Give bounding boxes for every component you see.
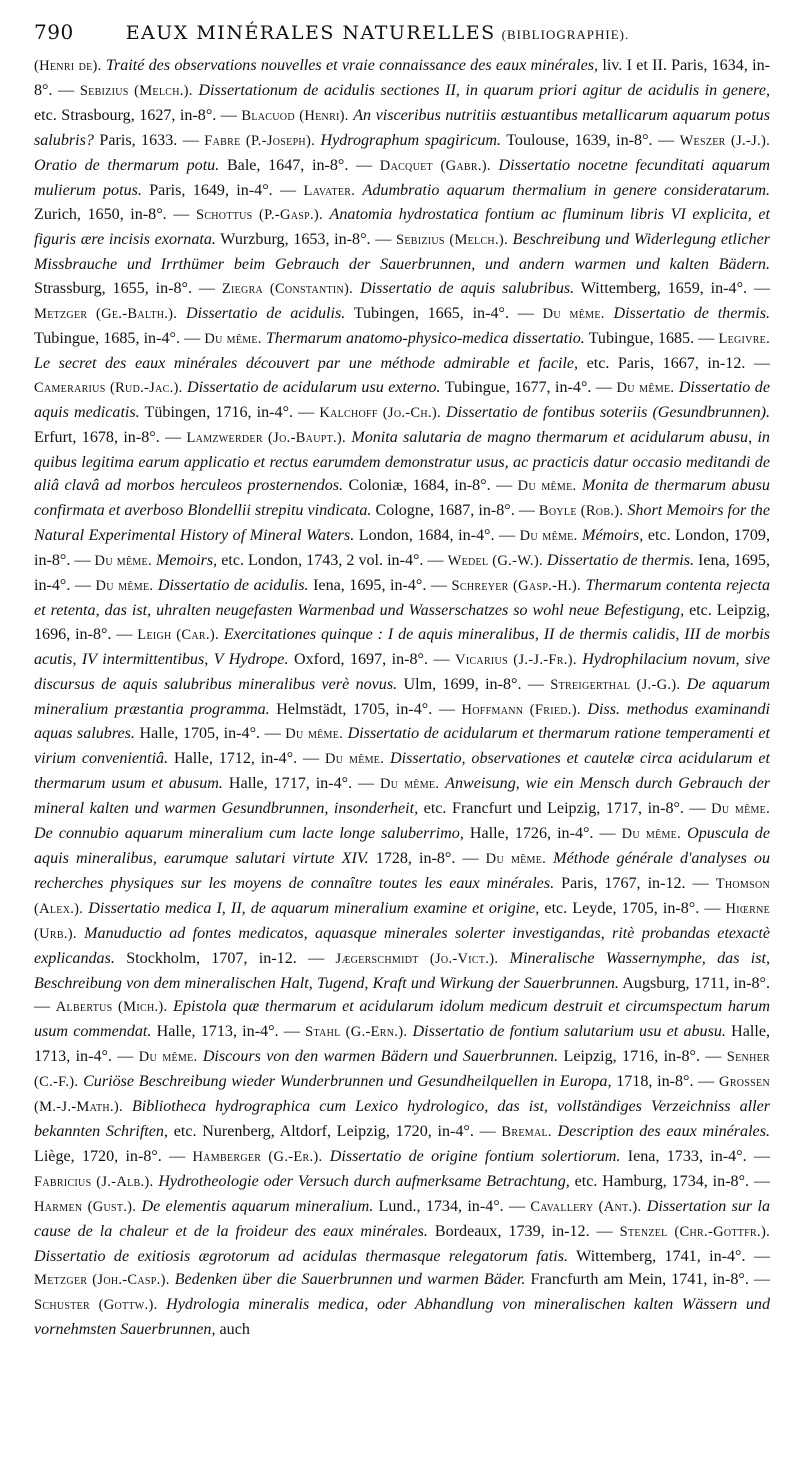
- entry-imprint: Ulm, 1699, in-8°. —: [403, 675, 544, 693]
- entry-author: Boyle (Rob.).: [538, 503, 624, 520]
- entry-author: Stahl (G.-Ern.).: [305, 1024, 408, 1041]
- entry-imprint: etc. Hamburg, 1734, in-8°. —: [574, 1172, 771, 1190]
- entry-author: Schuster (Gottw.).: [34, 1297, 158, 1314]
- entry-author: Leigh (Car.).: [137, 626, 219, 643]
- entry-author: Du même.: [616, 379, 675, 396]
- entry-title: An visceribus nutritiis æstuantibus metallicarum aquarum potus salubris?: [34, 106, 770, 149]
- entry-imprint: Halle, 1712, in-4°. —: [173, 750, 320, 768]
- entry-title: Bibliotheca hydrographica cum Lexico hydrologico, das ist, vollständiges Verzeichniss aller bekannten Schriften,: [34, 1098, 770, 1140]
- entry-imprint: Tubingue, 1685. —: [588, 329, 715, 347]
- entry-imprint: London, 1684, in-4°. —: [358, 527, 516, 545]
- entry-title: Anatomia hydrostatica fontium ac fluminum libris VI explicita, et figuris ære incisis exornata.: [34, 206, 771, 249]
- entry-title: Hydrophilacium novum, sive discursus de aquis salubribus mineralibus verè novus.: [34, 650, 771, 693]
- bibliography-entry: [222, 280, 770, 297]
- entry-title: Dissertatio de acidularum et thermarum ratione temperamenti et virium convenientiâ.: [34, 725, 771, 768]
- entry-title: Mémoirs,: [582, 527, 644, 545]
- entry-author: Grossen (M.-J.-Math.).: [34, 1074, 770, 1116]
- entry-author: Metzger (Ge.-Balth.).: [34, 306, 178, 323]
- entry-author: Schottus (P.-Gasp.).: [195, 207, 323, 224]
- entry-title: Adumbratio aquarum thermalium in genere consideratarum.: [362, 181, 770, 199]
- bibliography-entry: [34, 1173, 770, 1190]
- entry-author: Senher (C.-F.).: [34, 1049, 770, 1091]
- entry-title: Thermarum contenta rejecta et retenta, das ist, uhralten neugefasten Warmenbad und Wasserschatzes so wohl neue Befestigung,: [34, 577, 771, 619]
- entry-author: Schreyer (Gasp.-H.).: [451, 578, 581, 595]
- entry-imprint: 1728, in-8°. —: [375, 850, 479, 867]
- entry-author: Hamberger (G.-Er.).: [192, 1148, 323, 1165]
- bibliography-entry: [34, 305, 534, 322]
- entry-title: Dissertatio de thermis.: [546, 552, 694, 570]
- entry-imprint: 1718, in-8°. —: [616, 1073, 715, 1091]
- entry-title: Manuductio ad fontes medicatos, aquasque minerales solerter investigandas, ritè probandas etexactè explicandas.: [34, 924, 770, 967]
- entry-imprint: Augsburg, 1711, in-8°. —: [34, 974, 770, 1016]
- entry-imprint: Halle, 1717, in-4°. —: [228, 775, 375, 793]
- entry-author: Du même.: [94, 553, 152, 570]
- running-title: EAUX MINÉRALES NATURELLES: [125, 22, 496, 44]
- entry-title: Mineralische Wassernymphe, das ist, Beschreibung von dem mineralischen Halt, Tugend, Kraft und Wirkung der Sauerbrunnen.: [34, 949, 770, 992]
- entry-author: Du même.: [485, 851, 547, 867]
- entry-author: Lamzwerder (Jo.-Baupt.).: [186, 429, 346, 446]
- entry-imprint: etc. London, 1743, 2 vol. in-4°. —: [221, 552, 444, 570]
- entry-title: Discours von den warmen Bädern und Sauerbrunnen.: [202, 1048, 559, 1066]
- entry-title: Dissertatio medica I, II, de aquarum mineralium examine et origine,: [88, 899, 540, 917]
- entry-author: Kalchoff (Jo.-Ch.).: [319, 404, 441, 421]
- entry-title: De elementis aquarum mineralium.: [141, 1197, 374, 1215]
- entry-author: Metzger (Joh.-Casp.).: [34, 1272, 170, 1289]
- entry-imprint: etc. Paris, 1667, in-12. —: [586, 354, 771, 372]
- entry-author: Jægerschmidt (Jo.-Vict.).: [335, 950, 499, 967]
- entry-imprint: Stockholm, 1707, in-12. —: [126, 949, 325, 967]
- entry-author: Du même.: [138, 1049, 198, 1066]
- bibliography-entry: [139, 1048, 722, 1065]
- entry-title: Dissertatio de acidulis.: [157, 577, 309, 595]
- entry-imprint: Wurzburg, 1653, in-8°. —: [220, 231, 392, 249]
- bibliography-entry: [204, 330, 714, 347]
- entry-imprint: Liège, 1720, in-8°. —: [34, 1147, 186, 1165]
- entry-title: Diss. methodus examinandi aquas salubres.: [34, 700, 770, 743]
- entry-imprint: Toulouse, 1639, in-8°. —: [506, 131, 675, 149]
- entry-imprint: etc. Francfurt und Leipzig, 1717, in-8°. —: [423, 800, 706, 818]
- entry-imprint: Halle, 1713, in-4°. —: [156, 1023, 300, 1041]
- entry-author: Sebizius (Melch.).: [79, 82, 193, 99]
- entry-title: Oratio de thermarum potu.: [34, 156, 220, 174]
- entry-title: Dissertatio de aquis salubribus.: [359, 280, 575, 298]
- entry-author: Du même.: [380, 776, 440, 793]
- bibliography-paragraph: [34, 54, 770, 1342]
- entry-imprint: Tubingue, 1677, in-4°. —: [444, 378, 613, 396]
- entry-author: Hiœrne (Urb.).: [34, 900, 770, 942]
- entry-author: Camerarius (Rud.-Jac.).: [34, 379, 183, 396]
- entry-imprint: liv. I et II. Paris, 1634, in-8°. —: [34, 57, 770, 99]
- entry-imprint: Tubingue, 1685, in-4°. —: [34, 329, 201, 347]
- entry-imprint: Erfurt, 1678, in-8°. —: [34, 428, 182, 446]
- entry-title: Short Memoirs for the Natural Experimental History of Mineral Waters.: [34, 502, 770, 545]
- entry-author: (Henri de).: [34, 58, 102, 74]
- entry-imprint: Tubingen, 1665, in-4°. —: [353, 305, 534, 323]
- entry-imprint: Strassburg, 1655, in-8°. —: [34, 280, 215, 298]
- entry-title: Le secret des eaux minérales découvert par une méthode admirable et facile,: [34, 354, 579, 372]
- page-header: [34, 20, 770, 44]
- entry-author: Lavater.: [303, 182, 356, 199]
- entry-author: Harmen (Gust.).: [34, 1198, 137, 1215]
- entry-imprint: Bale, 1647, in-8°. —: [226, 156, 373, 174]
- entry-title: Beschreibung und Widerlegung etlicher Missbrauche und Irrthümer beim Gebrauch der Sauerbrunnen, und andern warmen und kalten Bädern.: [34, 231, 771, 274]
- entry-title: Monita de thermarum abusu confirmata et averboso Blondellii strepitu vindicata.: [34, 477, 770, 520]
- entry-author: Bremal.: [501, 1123, 552, 1140]
- entry-author: Du même.: [204, 330, 262, 347]
- entry-imprint: Cologne, 1687, in-8°. —: [375, 502, 535, 520]
- entry-title: Dissertatio, observationes et cautelæ circa acidularum et thermarum usum et abusum.: [34, 750, 771, 793]
- entry-imprint: Iena, 1733, in-4°. —: [627, 1147, 771, 1165]
- entry-title: Exercitationes quinque : I de aquis mineralibus, II de thermis calidis, III de morbis acutis, IV intermittentibus, V Hydrope.: [34, 625, 770, 668]
- entry-author: Du même.: [95, 578, 154, 595]
- entry-imprint: Francfurth am Mein, 1741, in-8°. —: [530, 1271, 770, 1289]
- entry-title: Dissertatio de acidularum usu externo.: [187, 378, 441, 396]
- entry-imprint: Coloniæ, 1684, in-8°. —: [348, 477, 513, 495]
- entry-title: Dissertatio de fontium salutarium usu et abusu.: [412, 1023, 726, 1041]
- entry-imprint: etc. Leipzig, 1696, in-8°. —: [34, 601, 770, 643]
- entry-author: Du même.: [519, 528, 578, 545]
- entry-imprint: Iena, 1695, in-4°. —: [34, 552, 770, 595]
- entry-author: Stenzel (Chr.-Gottfr.).: [619, 1223, 770, 1240]
- entry-title: Dissertatio de fontibus soteriis (Gesundbrunnen).: [446, 403, 770, 421]
- entry-author: Du même.: [542, 306, 605, 323]
- bibliography-entry: [193, 1148, 771, 1165]
- entry-author: Vicarius (J.-J.-Fr.).: [455, 651, 577, 668]
- entry-title: De aquarum mineralium præstantia programma.: [34, 675, 770, 718]
- entry-title: Dissertationum de acidulis sectiones II, in quarum priori agitur de acidulis in genere,: [198, 81, 771, 99]
- bibliography-entry: [34, 379, 612, 396]
- entry-author: Fabre (P.-Joseph).: [204, 132, 316, 149]
- entry-title: Epistola quæ thermarum et acidularum idolum medicum destruit et circumspectum harum usum commendat.: [34, 998, 770, 1041]
- entry-imprint: etc. Strasbourg, 1627, in-8°. —: [34, 106, 237, 124]
- entry-imprint: etc. London, 1709, in-8°. —: [34, 527, 770, 570]
- entry-title: Dissertatio de acidulis.: [186, 305, 346, 323]
- entry-author: Hoffmann (Fried.).: [461, 701, 581, 718]
- entry-author: Albertus (Mich.).: [55, 999, 168, 1016]
- bibliography-entry: [96, 577, 447, 594]
- entry-title: Traité des observations nouvelles et vraie connaissance des eaux minérales,: [105, 57, 599, 74]
- entry-imprint: Oxford, 1697, in-8°. —: [293, 650, 450, 668]
- entry-author: Streigerthal (J.-G.).: [550, 676, 681, 693]
- entry-title: Anweisung, wie ein Mensch durch Gebrauch der mineral kalten und warmen Gesundbrunnen, insonderheit,: [34, 775, 770, 818]
- entry-imprint: Helmstädt, 1705, in-4°. —: [276, 700, 455, 718]
- entry-author: Du même.: [621, 826, 682, 843]
- entry-title: Dissertatio nocetne fecunditati aquarum mulierum potus.: [34, 156, 771, 199]
- entry-title: Thermarum anatomo-physico-medica dissertatio.: [265, 329, 585, 347]
- entry-author: Dacquet (Gabr.).: [379, 157, 491, 174]
- entry-imprint: Halle, 1705, in-4°. —: [139, 725, 281, 743]
- entry-title: Hydrologia mineralis medica, oder Abhandlung von mineralischen kalten Wässern und vornehmsten Sauerbrunnen,: [34, 1296, 770, 1339]
- entry-author: Cavallery (Ant.).: [530, 1198, 642, 1215]
- entry-title: Méthode générale d'analyses ou recherches physiques sur les moyens de connaître toutes les eaux minérales.: [34, 850, 771, 892]
- entry-imprint: Lund., 1734, in-4°. —: [378, 1197, 526, 1215]
- entry-imprint: Paris, 1633. —: [99, 131, 199, 149]
- entry-author: Wedel (G.-W.).: [447, 553, 543, 570]
- entry-title: Description des eaux minérales.: [557, 1122, 770, 1140]
- entry-imprint: Leipzig, 1716, in-8°. —: [563, 1048, 722, 1066]
- bibliography-entry: [34, 1271, 770, 1288]
- entry-imprint: Wittemberg, 1741, in-4°. —: [576, 1247, 770, 1265]
- entry-imprint: etc. Nurenberg, Altdorf, Leipzig, 1720, in-4°. —: [173, 1122, 496, 1140]
- entry-title: De connubio aquarum mineralium cum lacte longe saluberrimo,: [34, 825, 464, 843]
- entry-author: Fabricius (J.-Alb.).: [34, 1173, 154, 1190]
- entry-imprint: Halle, 1713, in-4°. —: [34, 1023, 771, 1066]
- bibliography-entry: [34, 1296, 770, 1338]
- entry-author: Blacuod (Henri).: [241, 107, 349, 124]
- entry-title: Curiöse Beschreibung wieder Wunderbrunnen und Gesundheilquellen in Europa,: [83, 1073, 612, 1091]
- entry-imprint: Iena, 1695, in-4°. —: [313, 577, 447, 595]
- entry-imprint: Paris, 1649, in-4°. —: [149, 181, 297, 199]
- entry-author: Sebizius (Melch.).: [395, 232, 508, 249]
- entry-title: Dissertatio de aquis medicatis.: [34, 378, 771, 421]
- entry-title: Dissertatio de thermis.: [613, 305, 771, 323]
- page-number: 790: [34, 20, 74, 44]
- entry-title: Dissertatio de origine fontium solertiorum.: [329, 1147, 621, 1165]
- entry-author: Du même.: [517, 478, 577, 495]
- entry-author: Du même.: [711, 801, 771, 818]
- bibliography-entry: [204, 132, 674, 149]
- entry-title: Bedenken über die Sauerbrunnen und warmen Bäder.: [174, 1271, 526, 1289]
- entry-title: Memoirs,: [155, 552, 218, 570]
- bibliography-text: [34, 54, 770, 1342]
- entry-author: Du même.: [324, 751, 385, 768]
- entry-imprint: etc. Leyde, 1705, in-8°. —: [544, 899, 721, 917]
- entry-imprint: Wittemberg, 1659, in-4°. —: [580, 280, 770, 298]
- entry-title: Monita salutaria de magno thermarum et acidularum abusu, in quibus legitima earum applicatio et rectus earumdem demonstratur usus, ac practicis datur occasio meditandi de aliâ clavâ ad morbos herculeos prosternendos.: [34, 428, 770, 495]
- entry-imprint: auch: [219, 1321, 250, 1339]
- entry-imprint: Tübingen, 1716, in-4°. —: [144, 403, 315, 421]
- running-subtitle: (BIBLIOGRAPHIE).: [501, 27, 630, 42]
- bibliography-entry: [95, 552, 444, 569]
- entry-title: Hydrotheologie oder Versuch durch aufmerksame Betrachtung,: [158, 1172, 570, 1190]
- entry-title: Opuscula de aquis mineralibus, earumque salutari virtute XIV.: [34, 825, 770, 867]
- entry-title: Hydrographum spagiricum.: [320, 131, 502, 149]
- entry-title: Dissertatio de exitiosis ægrotorum ad acidulas thermasque relegatorum fatis.: [34, 1247, 569, 1265]
- entry-author: Thomson (Alex.).: [34, 875, 770, 917]
- entry-author: Ziegra (Constantin).: [221, 281, 354, 298]
- entry-imprint: Zurich, 1650, in-8°. —: [34, 206, 190, 224]
- entry-author: Weszer (J.-J.).: [679, 132, 771, 149]
- entry-imprint: Paris, 1767, in-12. —: [561, 874, 709, 892]
- bibliography-entry: [34, 1198, 525, 1215]
- entry-author: Du même.: [285, 726, 344, 743]
- entry-imprint: Bordeaux, 1739, in-12. —: [434, 1222, 613, 1240]
- entry-author: Legivre.: [718, 330, 771, 347]
- entry-imprint: Halle, 1726, in-4°. —: [469, 825, 616, 843]
- entry-title: Dissertation sur la cause de la chaleur et de la froideur des eaux minérales.: [34, 1197, 770, 1240]
